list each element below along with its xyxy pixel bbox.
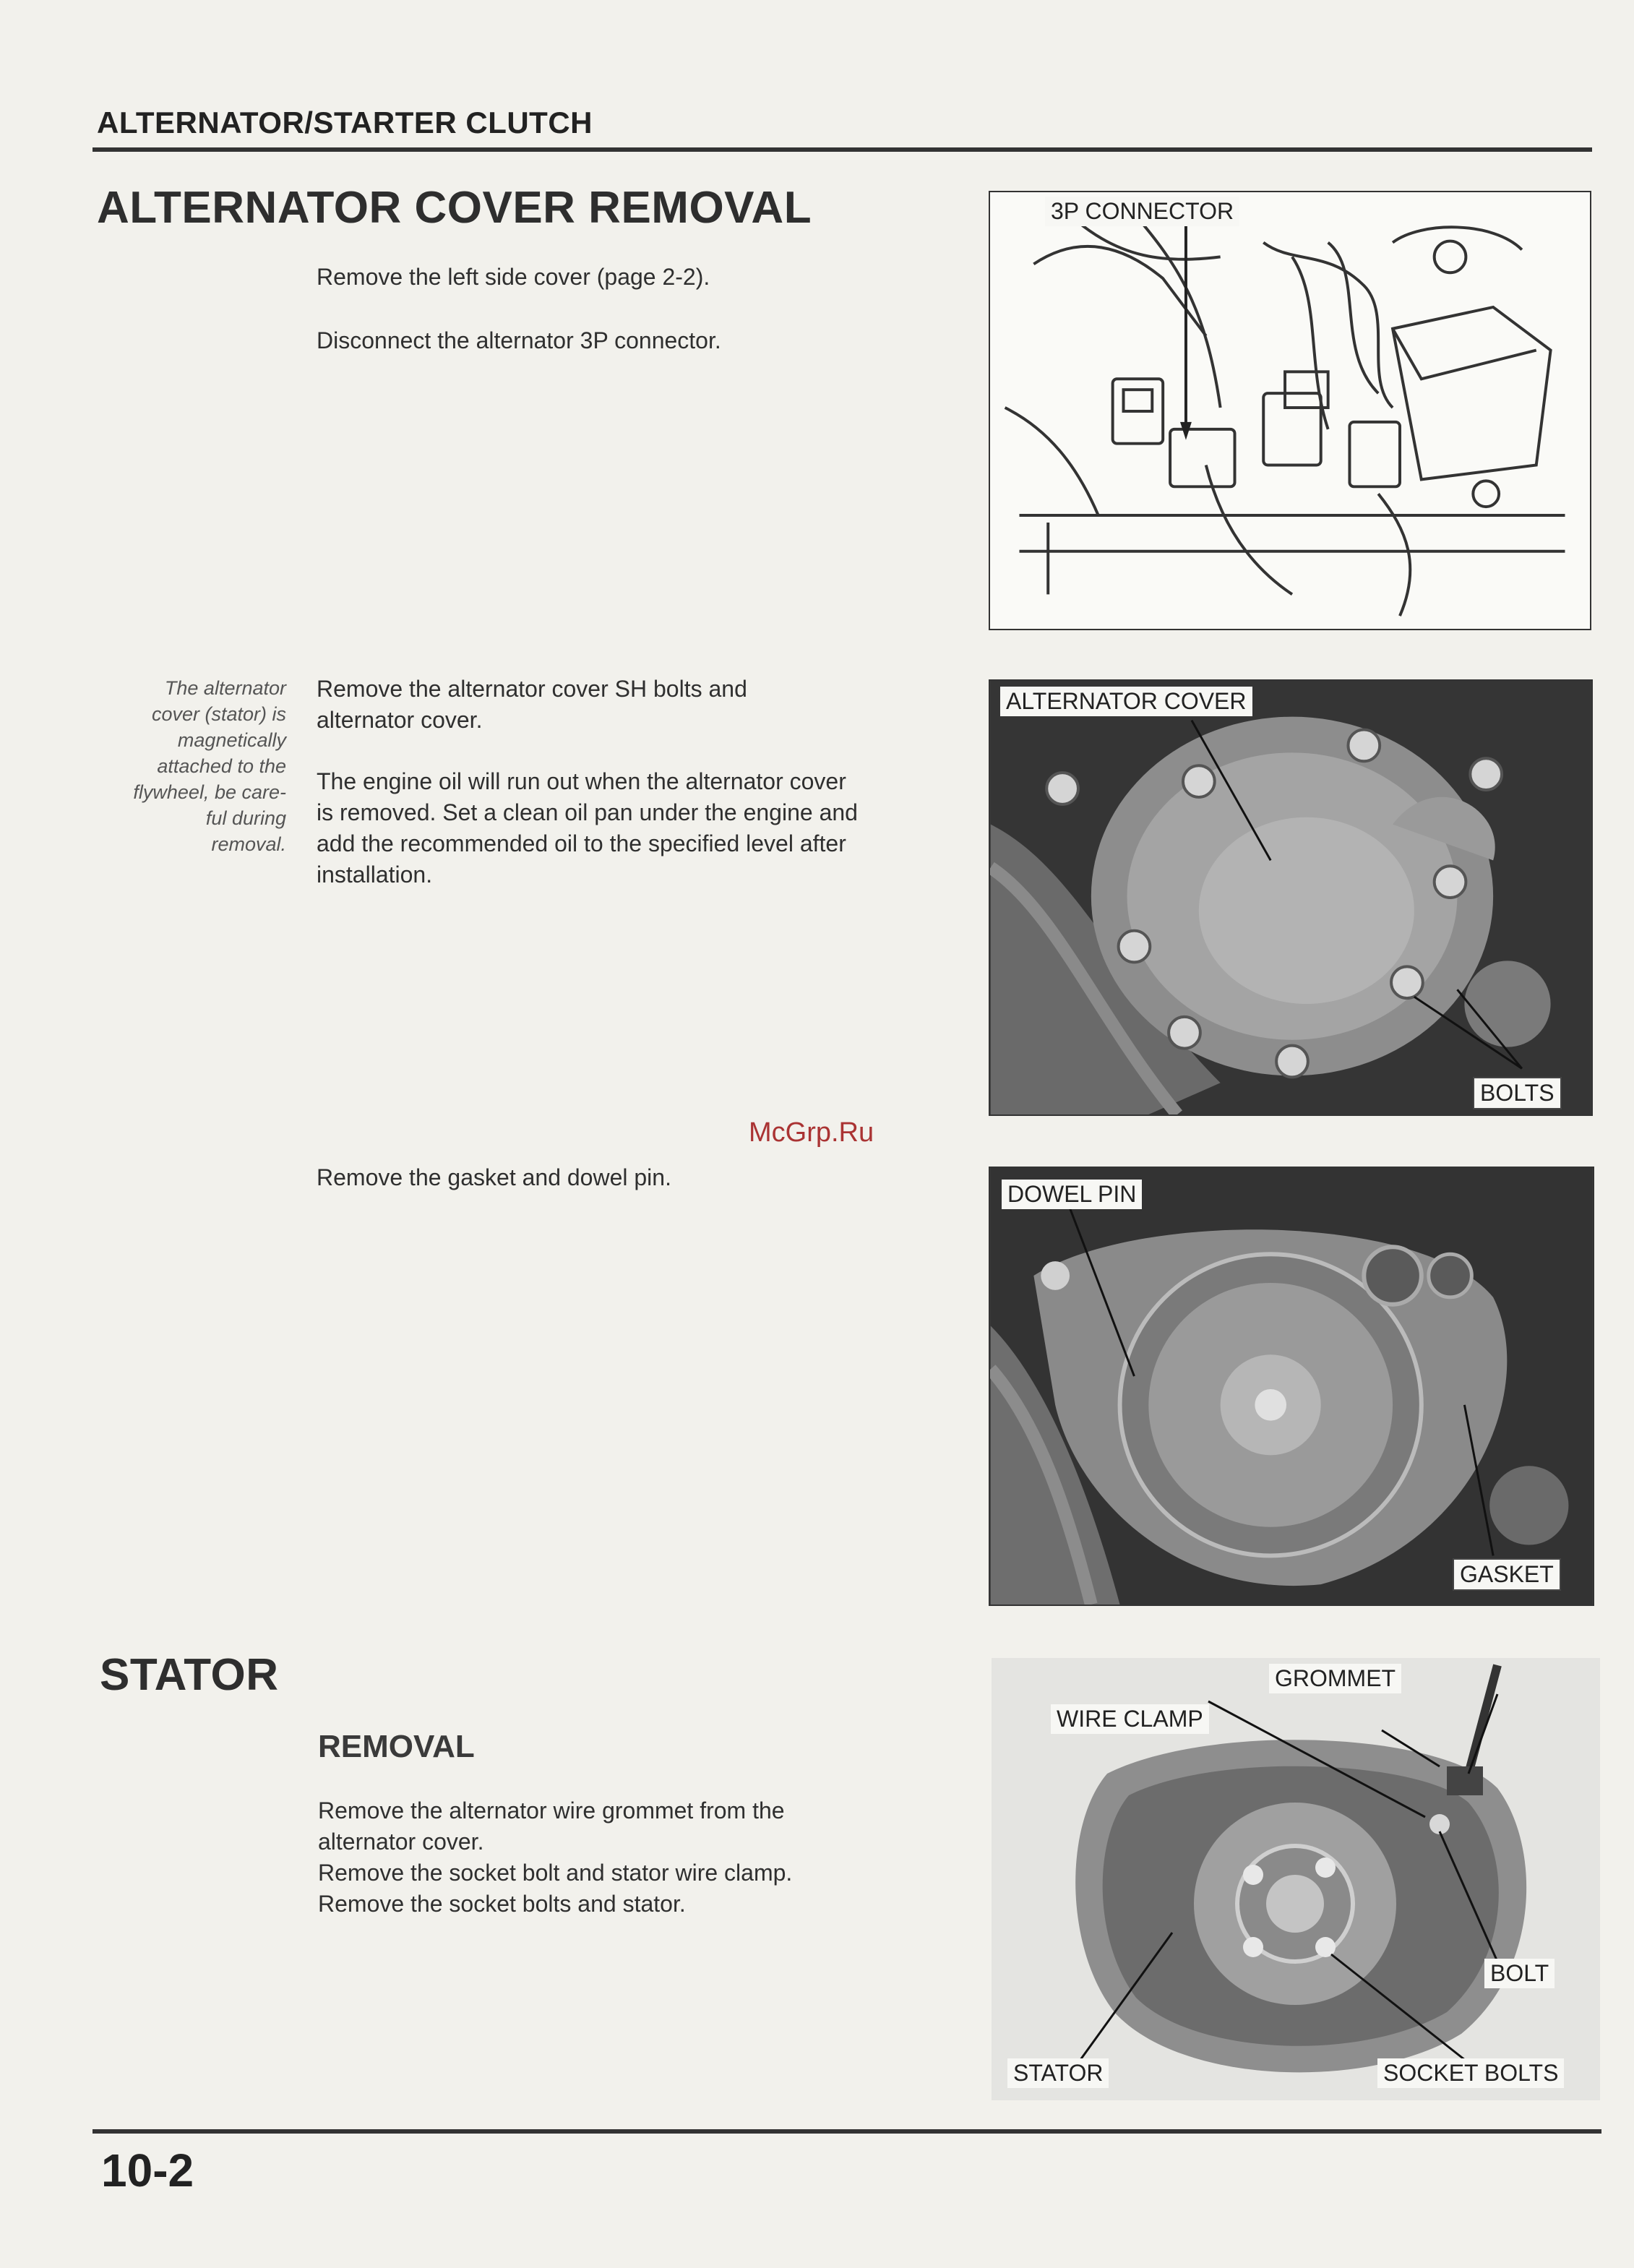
side-note-line: removal. (211, 833, 286, 855)
step-disconnect-connector: Disconnect the alternator 3P connector. (317, 327, 721, 353)
side-note-line: flywheel, be care- (133, 781, 286, 803)
subsection-title-removal: REMOVAL (318, 1729, 475, 1764)
alternator-cover-photo (990, 681, 1591, 1114)
step-remove-side-cover: Remove the left side cover (page 2-2). (317, 264, 710, 290)
figure-dowel-pin-gasket (989, 1167, 1594, 1606)
footer-rule (93, 2129, 1601, 2134)
text-line: alternator cover. (317, 707, 483, 733)
figure-stator (992, 1658, 1600, 2100)
side-note-line: attached to the (157, 755, 286, 777)
step-remove-cover-bolts (317, 674, 747, 736)
header-rule (93, 147, 1592, 152)
side-note-line: cover (stator) is (151, 703, 286, 725)
side-note-line: The alternator (164, 677, 286, 699)
label-wire-clamp: WIRE CLAMP (1051, 1704, 1209, 1734)
label-grommet: GROMMET (1269, 1664, 1401, 1693)
side-note (87, 675, 286, 857)
page-number: 10-2 (101, 2144, 194, 2196)
stator-flywheel-photo (990, 1168, 1593, 1605)
watermark: McGrp.Ru (749, 1117, 874, 1148)
label-stator: STATOR (1007, 2058, 1109, 2088)
connector-line-drawing (990, 192, 1590, 629)
label-bolt: BOLT (1484, 1959, 1555, 1988)
note-engine-oil (317, 766, 858, 890)
label-3p-connector: 3P CONNECTOR (1045, 197, 1239, 226)
text-line: add the recommended oil to the specified level after (317, 830, 846, 856)
section-title-stator: STATOR (100, 1650, 279, 1700)
section-title-alternator-cover: ALTERNATOR COVER REMOVAL (97, 183, 812, 233)
text-line: installation. (317, 862, 433, 888)
text-line: alternator cover. (318, 1829, 484, 1855)
label-socket-bolts: SOCKET BOLTS (1377, 2058, 1564, 2088)
side-note-line: ful during (205, 807, 286, 829)
label-bolts: BOLTS (1473, 1077, 1562, 1109)
step-remove-gasket: Remove the gasket and dowel pin. (317, 1164, 671, 1190)
text-line: Remove the socket bolts and stator. (318, 1891, 686, 1917)
text-line: Remove the alternator wire grommet from the (318, 1797, 785, 1824)
figure-alternator-cover (989, 679, 1593, 1116)
label-gasket: GASKET (1453, 1558, 1561, 1591)
side-note-line: magnetically (177, 729, 286, 751)
label-alternator-cover: ALTERNATOR COVER (1000, 687, 1252, 716)
stator-removal-steps (318, 1795, 792, 1920)
running-header: ALTERNATOR/STARTER CLUTCH (97, 106, 593, 139)
text-line: The engine oil will run out when the alternator cover (317, 768, 846, 794)
text-line: is removed. Set a clean oil pan under the engine and (317, 799, 858, 825)
text-line: Remove the alternator cover SH bolts and (317, 676, 747, 702)
figure-3p-connector (989, 191, 1591, 630)
label-dowel-pin: DOWEL PIN (1002, 1180, 1142, 1209)
text-line: Remove the socket bolt and stator wire clamp. (318, 1860, 793, 1886)
